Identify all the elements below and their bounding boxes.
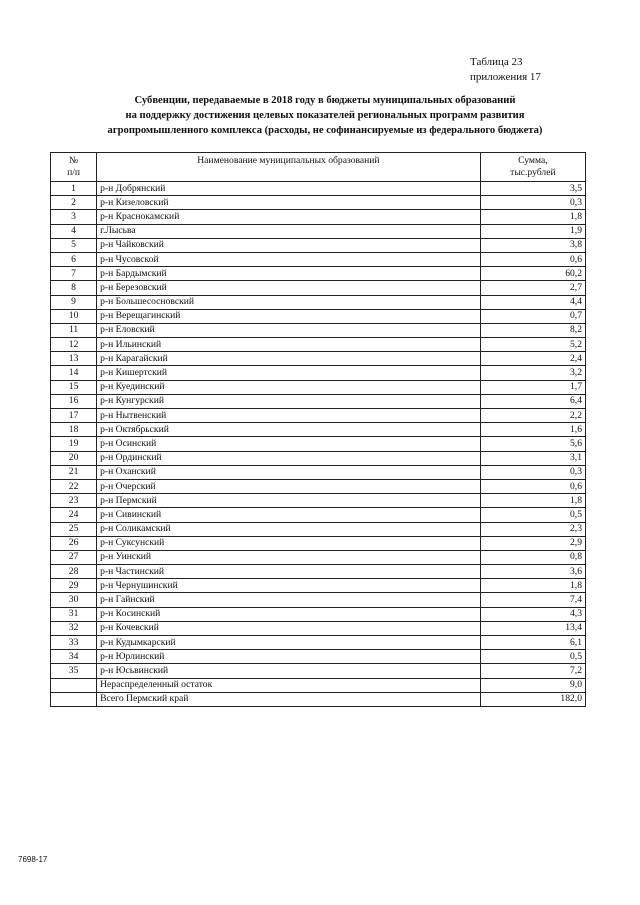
header-sum bbox=[480, 153, 585, 182]
subventions-table bbox=[50, 152, 586, 707]
row-sum-cell: 13,4 bbox=[480, 621, 585, 635]
table-row bbox=[51, 593, 586, 607]
row-sum-cell: 1,7 bbox=[480, 380, 585, 394]
row-number-cell: 29 bbox=[51, 579, 97, 593]
row-number-cell: 22 bbox=[51, 479, 97, 493]
row-sum-cell: 5,2 bbox=[480, 338, 585, 352]
row-number-cell: 7 bbox=[51, 267, 97, 281]
row-name-cell: р-н Чайковский bbox=[97, 238, 481, 252]
row-number-cell: 12 bbox=[51, 338, 97, 352]
row-number-cell: 34 bbox=[51, 650, 97, 664]
unallocated-number-cell bbox=[51, 678, 97, 692]
row-number-cell: 26 bbox=[51, 536, 97, 550]
row-name-cell: р-н Нытвенский bbox=[97, 409, 481, 423]
row-sum-cell: 1,8 bbox=[480, 494, 585, 508]
row-name-cell: р-н Кочевский bbox=[97, 621, 481, 635]
row-name-cell: р-н Осинский bbox=[97, 437, 481, 451]
row-number-cell: 30 bbox=[51, 593, 97, 607]
table-row bbox=[51, 196, 586, 210]
document-title bbox=[75, 93, 575, 138]
row-name-cell: р-н Ильинский bbox=[97, 338, 481, 352]
row-name-cell: р-н Пермский bbox=[97, 494, 481, 508]
row-number-cell: 35 bbox=[51, 664, 97, 678]
row-number-cell: 3 bbox=[51, 210, 97, 224]
row-number-cell: 24 bbox=[51, 508, 97, 522]
row-sum-cell: 0,3 bbox=[480, 196, 585, 210]
row-name-cell: р-н Оханский bbox=[97, 465, 481, 479]
row-sum-cell: 8,2 bbox=[480, 323, 585, 337]
row-name-cell: р-н Уинский bbox=[97, 550, 481, 564]
row-number-cell: 27 bbox=[51, 550, 97, 564]
table-row bbox=[51, 210, 586, 224]
row-sum-cell: 0,3 bbox=[480, 465, 585, 479]
table-row bbox=[51, 536, 586, 550]
row-name-cell: р-н Частинский bbox=[97, 565, 481, 579]
row-sum-cell: 3,2 bbox=[480, 366, 585, 380]
row-sum-cell: 0,6 bbox=[480, 252, 585, 266]
table-row bbox=[51, 394, 586, 408]
row-number-cell: 25 bbox=[51, 522, 97, 536]
row-name-cell: р-н Чусовской bbox=[97, 252, 481, 266]
row-name-cell: р-н Юсьвинский bbox=[97, 664, 481, 678]
table-row bbox=[51, 338, 586, 352]
unallocated-name-cell: Нераспределенный остаток bbox=[97, 678, 481, 692]
row-number-cell: 31 bbox=[51, 607, 97, 621]
table-row bbox=[51, 664, 586, 678]
row-name-cell: р-н Куединский bbox=[97, 380, 481, 394]
table-reference bbox=[470, 55, 580, 85]
table-row bbox=[51, 423, 586, 437]
row-number-cell: 13 bbox=[51, 352, 97, 366]
header-sum-line-2: тыс.рублей bbox=[510, 167, 556, 178]
header-number bbox=[51, 153, 97, 182]
table-row bbox=[51, 281, 586, 295]
table-row bbox=[51, 579, 586, 593]
table-row bbox=[51, 366, 586, 380]
row-sum-cell: 1,8 bbox=[480, 579, 585, 593]
row-number-cell: 23 bbox=[51, 494, 97, 508]
table-row bbox=[51, 565, 586, 579]
row-sum-cell: 0,8 bbox=[480, 550, 585, 564]
row-number-cell: 32 bbox=[51, 621, 97, 635]
table-row bbox=[51, 650, 586, 664]
table-row bbox=[51, 238, 586, 252]
table-row bbox=[51, 550, 586, 564]
table-row bbox=[51, 295, 586, 309]
table-row bbox=[51, 352, 586, 366]
row-name-cell: р-н Соликамский bbox=[97, 522, 481, 536]
row-name-cell: р-н Ординский bbox=[97, 451, 481, 465]
row-sum-cell: 2,9 bbox=[480, 536, 585, 550]
table-row bbox=[51, 522, 586, 536]
row-sum-cell: 2,4 bbox=[480, 352, 585, 366]
row-name-cell: р-н Большесосновский bbox=[97, 295, 481, 309]
row-sum-cell: 3,8 bbox=[480, 238, 585, 252]
row-name-cell: р-н Гайнский bbox=[97, 593, 481, 607]
unallocated-sum-cell: 9,0 bbox=[480, 678, 585, 692]
row-number-cell: 2 bbox=[51, 196, 97, 210]
document-code: 7698-17 bbox=[18, 855, 48, 864]
row-sum-cell: 1,8 bbox=[480, 210, 585, 224]
table-row bbox=[51, 437, 586, 451]
row-name-cell: р-н Добрянский bbox=[97, 182, 481, 196]
table-row bbox=[51, 182, 586, 196]
row-name-cell: р-н Суксунский bbox=[97, 536, 481, 550]
row-number-cell: 10 bbox=[51, 309, 97, 323]
row-number-cell: 19 bbox=[51, 437, 97, 451]
table-row bbox=[51, 451, 586, 465]
total-number-cell bbox=[51, 692, 97, 706]
table-row bbox=[51, 309, 586, 323]
table-number: Таблица 23 bbox=[470, 56, 523, 68]
row-number-cell: 11 bbox=[51, 323, 97, 337]
row-sum-cell: 3,5 bbox=[480, 182, 585, 196]
table-row bbox=[51, 479, 586, 493]
table-row bbox=[51, 252, 586, 266]
row-sum-cell: 2,3 bbox=[480, 522, 585, 536]
table-body bbox=[51, 182, 586, 679]
table-row bbox=[51, 607, 586, 621]
appendix-number: приложения 17 bbox=[470, 71, 541, 83]
row-name-cell: р-н Чернушинский bbox=[97, 579, 481, 593]
row-number-cell: 4 bbox=[51, 224, 97, 238]
header-number-line-1: № bbox=[68, 155, 79, 166]
row-sum-cell: 5,6 bbox=[480, 437, 585, 451]
table-row bbox=[51, 380, 586, 394]
table-row bbox=[51, 508, 586, 522]
row-sum-cell: 1,6 bbox=[480, 423, 585, 437]
row-number-cell: 16 bbox=[51, 394, 97, 408]
row-sum-cell: 0,6 bbox=[480, 479, 585, 493]
row-name-cell: р-н Карагайский bbox=[97, 352, 481, 366]
table-row bbox=[51, 409, 586, 423]
row-number-cell: 15 bbox=[51, 380, 97, 394]
header-number-line-2: п/п bbox=[67, 167, 81, 178]
title-line-3: агропромышленного комплекса (расходы, не софинансируемые из федерального бюджета) bbox=[107, 125, 543, 136]
row-name-cell: р-н Косинский bbox=[97, 607, 481, 621]
table-row bbox=[51, 267, 586, 281]
row-name-cell: р-н Юрлинский bbox=[97, 650, 481, 664]
table-row bbox=[51, 621, 586, 635]
row-sum-cell: 4,3 bbox=[480, 607, 585, 621]
title-line-2: на поддержку достижения целевых показателей региональных программ развития bbox=[125, 110, 525, 121]
table-row bbox=[51, 636, 586, 650]
row-sum-cell: 0,5 bbox=[480, 650, 585, 664]
row-number-cell: 20 bbox=[51, 451, 97, 465]
row-sum-cell: 7,4 bbox=[480, 593, 585, 607]
table-row bbox=[51, 323, 586, 337]
row-name-cell: г.Лысьва bbox=[97, 224, 481, 238]
row-name-cell: р-н Кудымкарский bbox=[97, 636, 481, 650]
row-sum-cell: 0,5 bbox=[480, 508, 585, 522]
row-name-cell: р-н Бардымский bbox=[97, 267, 481, 281]
row-sum-cell: 7,2 bbox=[480, 664, 585, 678]
title-line-1: Субвенции, передаваемые в 2018 году в бюджеты муниципальных образований bbox=[134, 95, 516, 106]
unallocated-row bbox=[51, 678, 586, 692]
row-number-cell: 1 bbox=[51, 182, 97, 196]
row-name-cell: р-н Еловский bbox=[97, 323, 481, 337]
row-sum-cell: 1,9 bbox=[480, 224, 585, 238]
total-row bbox=[51, 692, 586, 706]
header-name: Наименование муниципальных образований bbox=[97, 153, 481, 182]
row-number-cell: 5 bbox=[51, 238, 97, 252]
table-row bbox=[51, 465, 586, 479]
row-number-cell: 6 bbox=[51, 252, 97, 266]
table-header-row bbox=[51, 153, 586, 182]
table-row bbox=[51, 494, 586, 508]
row-name-cell: р-н Кишертский bbox=[97, 366, 481, 380]
header-sum-line-1: Сумма, bbox=[518, 155, 548, 166]
row-sum-cell: 0,7 bbox=[480, 309, 585, 323]
row-sum-cell: 60,2 bbox=[480, 267, 585, 281]
row-name-cell: р-н Верещагинский bbox=[97, 309, 481, 323]
table-row bbox=[51, 224, 586, 238]
row-number-cell: 21 bbox=[51, 465, 97, 479]
row-number-cell: 8 bbox=[51, 281, 97, 295]
row-name-cell: р-н Кунгурский bbox=[97, 394, 481, 408]
row-name-cell: р-н Кизеловский bbox=[97, 196, 481, 210]
row-name-cell: р-н Октябрьский bbox=[97, 423, 481, 437]
row-name-cell: р-н Сивинский bbox=[97, 508, 481, 522]
row-name-cell: р-н Очерский bbox=[97, 479, 481, 493]
row-number-cell: 9 bbox=[51, 295, 97, 309]
row-sum-cell: 2,7 bbox=[480, 281, 585, 295]
row-number-cell: 18 bbox=[51, 423, 97, 437]
total-sum-cell: 182,0 bbox=[480, 692, 585, 706]
row-sum-cell: 4,4 bbox=[480, 295, 585, 309]
row-sum-cell: 6,4 bbox=[480, 394, 585, 408]
row-sum-cell: 2,2 bbox=[480, 409, 585, 423]
total-name-cell: Всего Пермский край bbox=[97, 692, 481, 706]
row-sum-cell: 6,1 bbox=[480, 636, 585, 650]
row-number-cell: 33 bbox=[51, 636, 97, 650]
row-name-cell: р-н Краснокамский bbox=[97, 210, 481, 224]
row-sum-cell: 3,1 bbox=[480, 451, 585, 465]
row-sum-cell: 3,6 bbox=[480, 565, 585, 579]
row-name-cell: р-н Березовский bbox=[97, 281, 481, 295]
row-number-cell: 14 bbox=[51, 366, 97, 380]
row-number-cell: 28 bbox=[51, 565, 97, 579]
row-number-cell: 17 bbox=[51, 409, 97, 423]
